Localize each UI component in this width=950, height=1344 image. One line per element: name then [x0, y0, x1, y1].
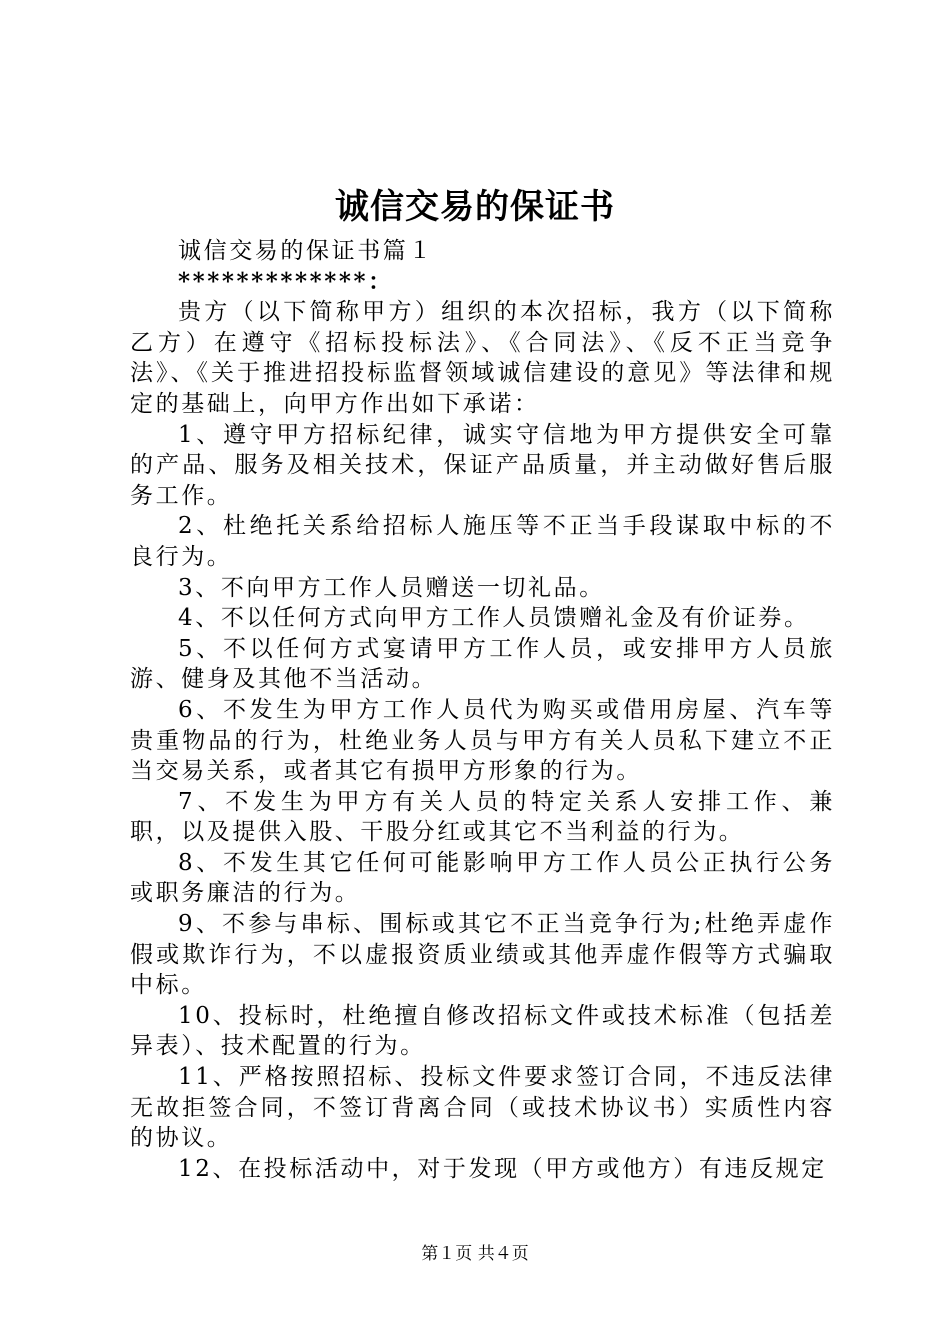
paragraph-item-6: 6、不发生为甲方工作人员代为购买或借用房屋、汽车等贵重物品的行为，杜绝业务人员与甲方有关人员私下建立不正当交易关系，或者其它有损甲方形象的行为。 [130, 696, 835, 785]
paragraph-item-12: 12、在投标活动中，对于发现（甲方或他方）有违反规定 [178, 1155, 827, 1182]
paragraph-item-1: 1、遵守甲方招标纪律，诚实守信地为甲方提供安全可靠的产品、服务及相关技术，保证产品质量，并主动做好售后服务工作。 [130, 421, 835, 509]
addressee-line: *************： [178, 267, 394, 295]
paragraph-item-7: 7、不发生为甲方有关人员的特定关系人安排工作、兼职，以及提供入股、干股分红或其它不当利益的行为。 [130, 788, 835, 846]
document-subtitle: 诚信交易的保证书篇１ [178, 238, 434, 264]
paragraph-item-3: 3、不向甲方工作人员赠送一切礼品。 [178, 574, 605, 601]
page-footer: 第１页 共４页 [421, 1244, 529, 1264]
paragraph-item-5: 5、不以任何方式宴请甲方工作人员，或安排甲方人员旅游、健身及其他不当活动。 [130, 635, 835, 693]
paragraph-item-11: 11、严格按照招标、投标文件要求签订合同，不违反法律无故拒签合同，不签订背离合同（或技术协议书）实质性内容的协议。 [130, 1064, 835, 1152]
document-body [130, 236, 835, 1184]
paragraph-item-10: 10、投标时，杜绝擅自修改招标文件或技术标准（包括差异表）、技术配置的行为。 [130, 1002, 835, 1060]
paragraph-item-4: 4、不以任何方式向甲方工作人员馈赠礼金及有价证券。 [178, 605, 810, 632]
paragraph-item-9: 9、不参与串标、围标或其它不正当竞争行为;杜绝弄虚作假或欺诈行为，不以虚报资质业绩或其他弄虚作假等方式骗取中标。 [130, 911, 835, 999]
paragraph-item-8: 8、不发生其它任何可能影响甲方工作人员公正执行公务或职务廉洁的行为。 [130, 849, 835, 907]
paragraph-item-2: 2、杜绝托关系给招标人施压等不正当手段谋取中标的不良行为。 [130, 513, 835, 570]
paragraph-intro: 贵方（以下简称甲方）组织的本次招标，我方（以下简称乙方）在遵守《招标投标法》、《合同法》、《反不正当竞争法》、《关于推进招投标监督领域诚信建设的意见》等法律和规定的基础上，向甲方作出如下承诺： [130, 299, 835, 417]
document-title: 诚信交易的保证书 [335, 187, 615, 227]
